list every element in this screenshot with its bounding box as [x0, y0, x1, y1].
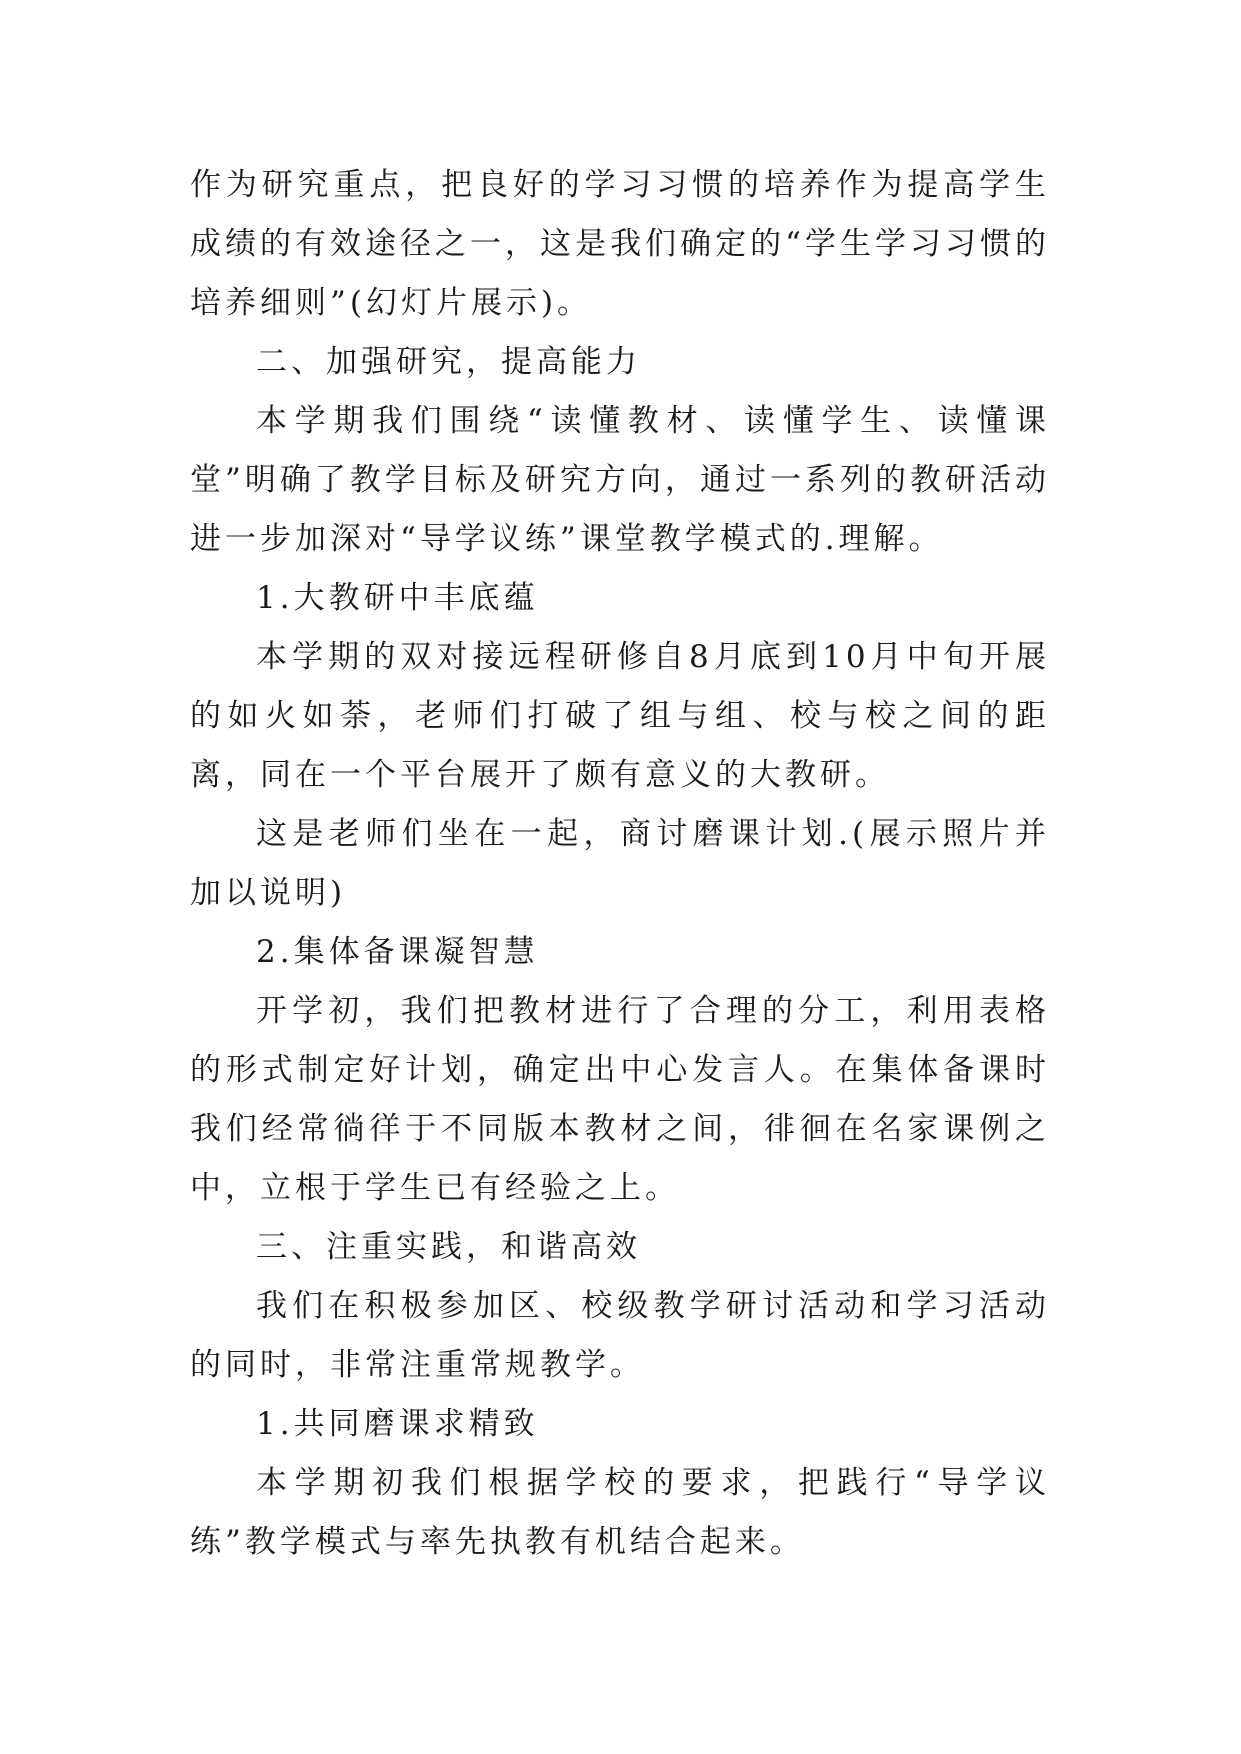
- paragraph-collective-preparation: 开学初，我们把教材进行了合理的分工，利用表格的形式制定好计划，确定出中心发言人。在集体备课时我们经常徜徉于不同版本教材之间，徘徊在名家课例之中，立根于学生已有经验之上。: [190, 993, 1050, 1206]
- paragraph-routine-teaching: 我们在积极参加区、校级教学研讨活动和学习活动的同时，非常注重常规教学。: [190, 1288, 1050, 1383]
- subheading-big-research: 1.大教研中丰底蕴: [256, 580, 539, 616]
- paragraph-teaching-model: 本学期初我们根据学校的要求，把践行“导学议练”教学模式与率先执教有机结合起来。: [190, 1465, 1050, 1560]
- section-heading-strengthen-research: 二、加强研究，提高能力: [256, 344, 641, 380]
- paragraph-remote-training: 本学期的双对接远程研修自8月底到10月中旬开展的如火如荼，老师们打破了组与组、校与校之间的距离，同在一个平台展开了颇有意义的大教研。: [190, 639, 1050, 793]
- paragraph-lesson-planning: 这是老师们坐在一起，商讨磨课计划.(展示照片并加以说明): [190, 816, 1050, 911]
- subheading-lesson-polishing: 1.共同磨课求精致: [256, 1406, 539, 1442]
- paragraph-habits-conclusion: 作为研究重点，把良好的学习习惯的培养作为提高学生成绩的有效途径之一，这是我们确定的“学生学习习惯的培养细则”(幻灯片展示)。: [190, 167, 1050, 321]
- subheading-collective-preparation: 2.集体备课凝智慧: [256, 934, 539, 970]
- section-heading-practice: 三、注重实践，和谐高效: [256, 1229, 641, 1265]
- paragraph-research-direction: 本学期我们围绕“读懂教材、读懂学生、读懂课堂”明确了教学目标及研究方向，通过一系列的教研活动进一步加深对“导学议练”课堂教学模式的.理解。: [190, 403, 1050, 557]
- document-body: [190, 156, 1050, 1572]
